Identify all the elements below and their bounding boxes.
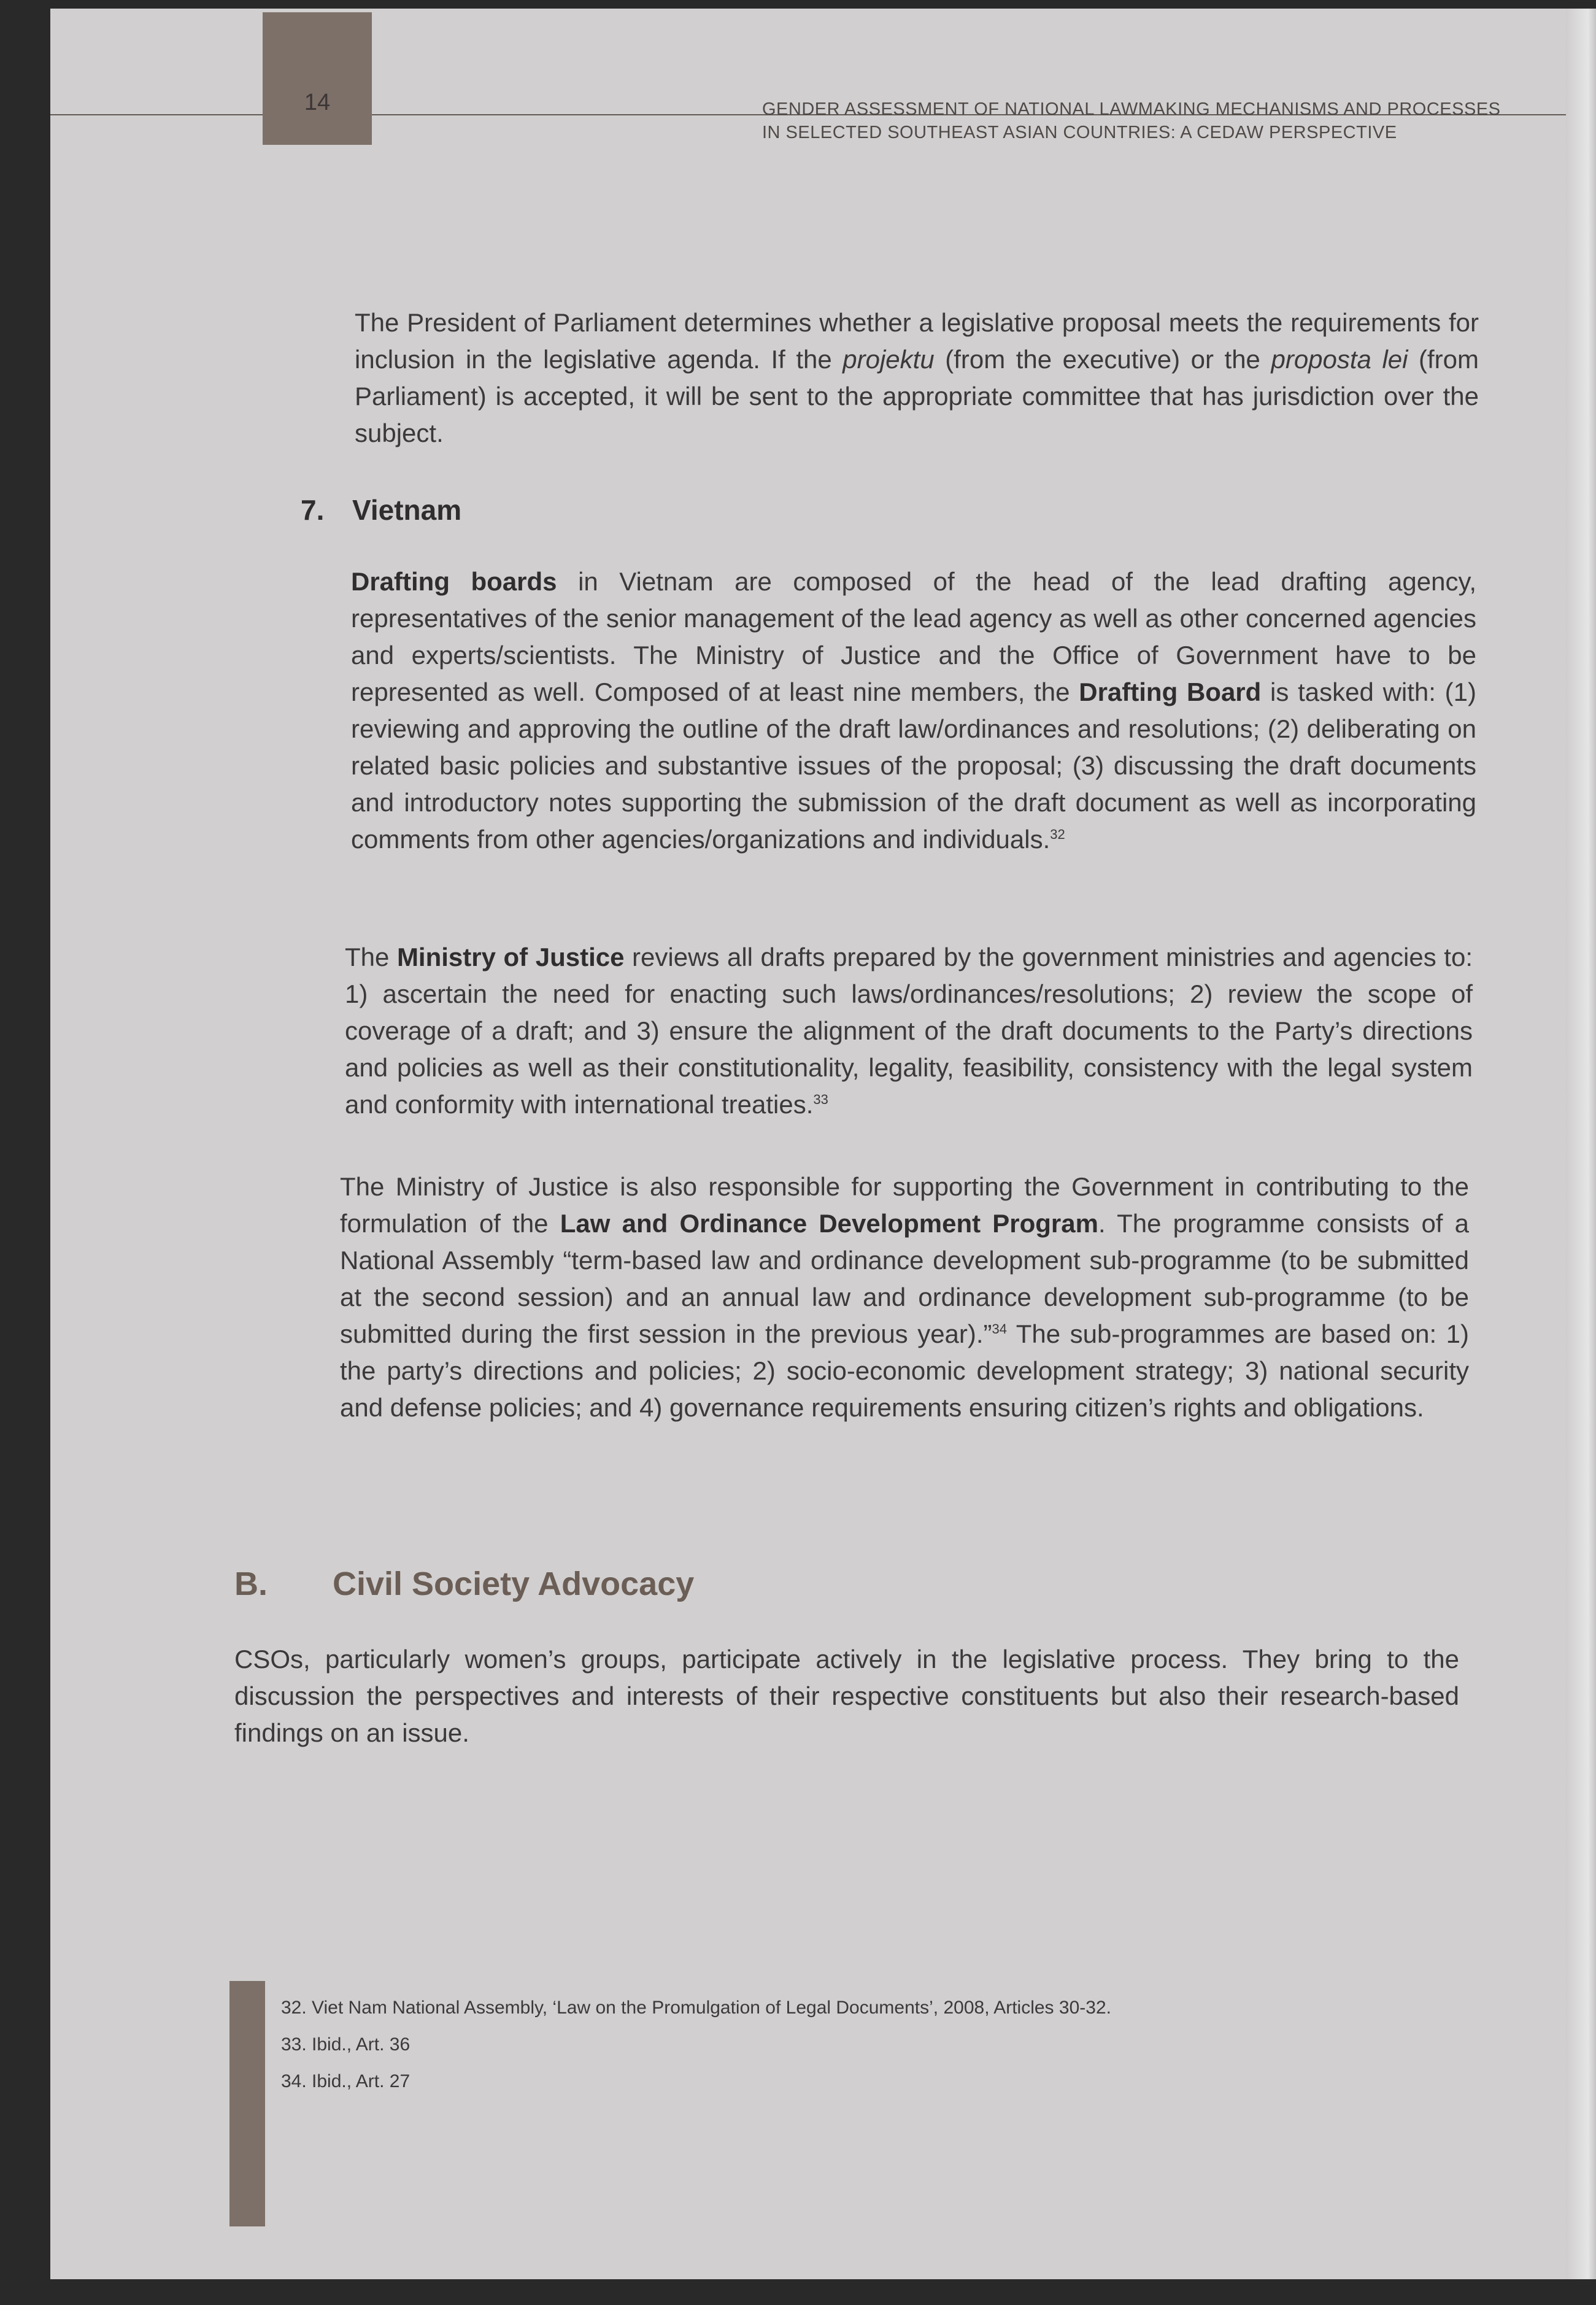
intro-paragraph xyxy=(355,304,1479,452)
paragraph-ministry-of-justice xyxy=(345,939,1473,1123)
p3-text-1: . The programme consists of a National Assembly “term-based law and ordinance development sub-programme (to be submitted at the second session) and an annual law and ordinance development sub-programme (to be submitted during the first session in the previous year).” xyxy=(340,1209,1470,1348)
footnote-ref-34: 34 xyxy=(992,1321,1008,1337)
paragraph-drafting-boards xyxy=(351,563,1476,858)
paragraph-development-program xyxy=(340,1168,1469,1426)
footnote-34: 34. Ibid., Art. 27 xyxy=(281,2071,411,2091)
book-spine xyxy=(1566,9,1596,2279)
bold-drafting-boards: Drafting boards xyxy=(351,567,557,596)
bold-drafting-board: Drafting Board xyxy=(1079,678,1262,706)
footnote-ref-33: 33 xyxy=(813,1092,828,1107)
paragraph-cso: CSOs, particularly women’s groups, participate actively in the legislative process. They bring to the discussion the perspectives and interests of their respective constituents but also their research-based findings on an issue. xyxy=(234,1645,1459,1747)
footnote-33: 33. Ibid., Art. 36 xyxy=(281,2034,411,2055)
p3-text-2: The sub-programmes are based on: 1) the party’s directions and policies; 2) socio-economic development strategy; 3) national security and defense policies; and 4) governance requirements ensuring citizen’s rights and obligations. xyxy=(340,1319,1470,1422)
page-number-tab xyxy=(263,12,372,145)
section-title: Vietnam xyxy=(352,494,462,526)
p1-text-2: is tasked with: (1) reviewing and approving the outline of the draft law/ordinances and resolutions; (2) deliberating on related basic policies and substantive issues of the proposal; (3) discussing the draft documents and introductory notes supporting the submission of the draft document as well as incorporating comments from other agencies/organizations and individuals. xyxy=(351,678,1476,854)
p2-text-0: The xyxy=(345,943,397,971)
bold-law-ordinance-program: Law and Ordinance Development Program xyxy=(560,1209,1098,1238)
section-heading-vietnam xyxy=(301,493,461,527)
page-number: 14 xyxy=(304,90,331,115)
section-title: Civil Society Advocacy xyxy=(333,1566,695,1602)
section-letter: B. xyxy=(234,1566,268,1602)
running-header-line2: IN SELECTED SOUTHEAST ASIAN COUNTRIES: A CEDAW PERSPECTIVE xyxy=(762,123,1397,142)
p1-text-1: in Vietnam are composed of the head of the lead drafting agency, representatives of the senior management of the lead agency as well as other concerned agencies and experts/scientists. The Ministry of Justice and the Office of Government have to be represented as well. Composed of at least nine members, the xyxy=(351,567,1476,706)
section-heading-civil-society xyxy=(234,1565,694,1603)
running-header-line1: GENDER ASSESSMENT OF NATIONAL LAWMAKING MECHANISMS AND PROCESSES xyxy=(762,99,1501,119)
p3-text-0: The Ministry of Justice is also responsible for supporting the Government in contributing to the formulation of the xyxy=(340,1172,1469,1238)
footnote-32: 32. Viet Nam National Assembly, ‘Law on the Promulgation of Legal Documents’, 2008, Articles 30-32. xyxy=(281,1998,1111,2018)
footnotes xyxy=(281,1990,1111,2100)
footnote-ref-32: 32 xyxy=(1050,827,1065,842)
intro-term-proposta-lei: proposta lei xyxy=(1271,345,1408,374)
intro-text-2: (from the executive) or the xyxy=(934,345,1271,374)
intro-term-projektu: projektu xyxy=(842,345,935,374)
footnote-bar xyxy=(229,1981,265,2226)
intro-text-3: (from Parliament) is accepted, it will be sent to the appropriate committee that has jurisdiction over the subject. xyxy=(355,345,1479,447)
document-page xyxy=(50,9,1566,2279)
p2-text-1: reviews all drafts prepared by the government ministries and agencies to: 1) ascertain the need for enacting such laws/ordinances/resolutions; 2) review the scope of coverage of a draft; and 3) ensure the alignment of the draft documents to the Party’s directions and policies as well as their constitutionality, legality, feasibility, consistency with the legal system and conformity with international treaties. xyxy=(345,943,1473,1119)
bold-ministry-of-justice: Ministry of Justice xyxy=(396,943,625,971)
intro-text-1: The President of Parliament determines whether a legislative proposal meets the requirements for inclusion in the legislative agenda. If the xyxy=(355,308,1479,374)
section-number: 7. xyxy=(301,494,325,526)
